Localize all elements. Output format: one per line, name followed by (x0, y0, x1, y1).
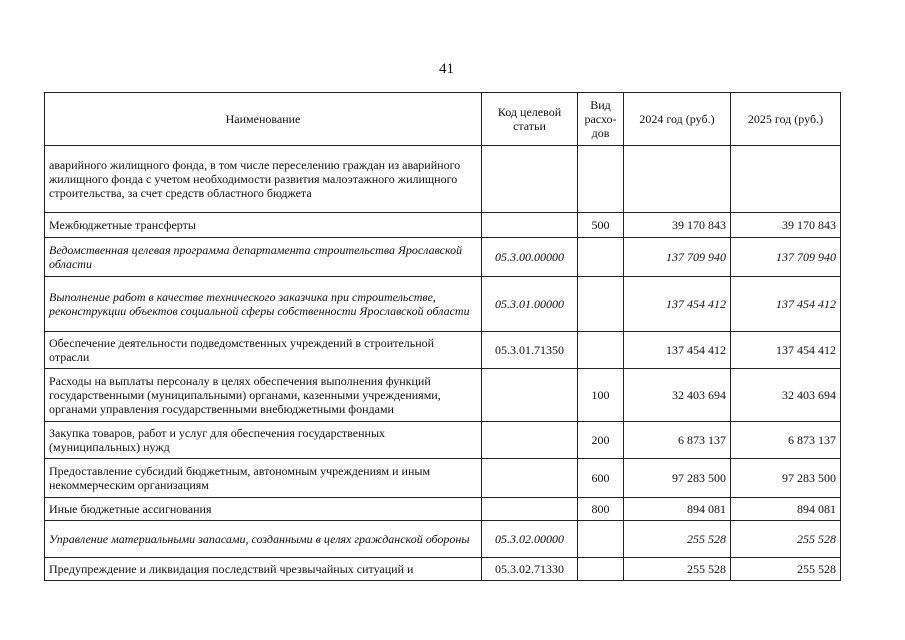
row-kind (578, 332, 624, 369)
row-2024: 32 403 694 (624, 369, 731, 422)
row-2024: 6 873 137 (624, 422, 731, 459)
table-row (45, 521, 841, 558)
row-name: Межбюджетные трансферты (45, 213, 482, 238)
row-kind (578, 277, 624, 332)
row-2024: 894 081 (624, 498, 731, 521)
row-2024 (624, 146, 731, 213)
table-row (45, 146, 841, 213)
row-kind (578, 238, 624, 277)
table-row (45, 332, 841, 369)
row-2024: 97 283 500 (624, 459, 731, 498)
row-kind: 800 (578, 498, 624, 521)
row-code: 05.3.02.00000 (482, 521, 578, 558)
row-name: Иные бюджетные ассигнования (45, 498, 482, 521)
row-kind: 600 (578, 459, 624, 498)
table-row (45, 498, 841, 521)
row-name: Ведомственная целевая программа департамента строительства Ярославской области (45, 238, 482, 277)
row-2024: 255 528 (624, 521, 731, 558)
row-code (482, 422, 578, 459)
row-code: 05.3.01.71350 (482, 332, 578, 369)
table-row (45, 459, 841, 498)
row-2024: 137 454 412 (624, 277, 731, 332)
table-header-row (45, 93, 841, 146)
row-2025: 32 403 694 (731, 369, 841, 422)
row-name: Закупка товаров, работ и услуг для обеспечения государственных (муниципальных) нужд (45, 422, 482, 459)
row-name: Предупреждение и ликвидация последствий чрезвычайных ситуаций и (45, 558, 482, 581)
row-name: Расходы на выплаты персоналу в целях обеспечения выполнения функций государственными (муниципальными) органами, казенными учреждениями, органами управления государственными внебюджетными фондами (45, 369, 482, 422)
budget-table (44, 92, 841, 581)
row-kind: 200 (578, 422, 624, 459)
row-code (482, 459, 578, 498)
row-kind: 100 (578, 369, 624, 422)
row-2025: 97 283 500 (731, 459, 841, 498)
row-kind (578, 146, 624, 213)
page-number: 41 (439, 61, 454, 77)
header-2025: 2025 год (руб.) (731, 93, 841, 146)
header-code: Код целевой статьи (482, 93, 578, 146)
row-name: Выполнение работ в качестве технического заказчика при строительстве, реконструкции объектов социальной сферы собственности Ярославской области (45, 277, 482, 332)
row-2025: 39 170 843 (731, 213, 841, 238)
table-row (45, 277, 841, 332)
table-row (45, 558, 841, 581)
row-2025: 137 454 412 (731, 332, 841, 369)
row-name: аварийного жилищного фонда, в том числе переселению граждан из аварийного жилищного фонда с учетом необходимости развития малоэтажного жилищного строительства, за счет средств областного бюджета (45, 146, 482, 213)
row-2025: 255 528 (731, 521, 841, 558)
row-2025 (731, 146, 841, 213)
row-2025: 137 709 940 (731, 238, 841, 277)
row-name: Обеспечение деятельности подведомственных учреждений в строительной отрасли (45, 332, 482, 369)
table-row (45, 422, 841, 459)
row-2025: 894 081 (731, 498, 841, 521)
row-2025: 255 528 (731, 558, 841, 581)
row-kind (578, 521, 624, 558)
row-2024: 137 709 940 (624, 238, 731, 277)
header-2024: 2024 год (руб.) (624, 93, 731, 146)
table-row (45, 213, 841, 238)
row-code (482, 213, 578, 238)
row-kind: 500 (578, 213, 624, 238)
row-2024: 39 170 843 (624, 213, 731, 238)
row-2025: 6 873 137 (731, 422, 841, 459)
table-row (45, 369, 841, 422)
row-name: Управление материальными запасами, созданными в целях гражданской обороны (45, 521, 482, 558)
header-name: Наименование (45, 93, 482, 146)
row-code (482, 369, 578, 422)
row-code: 05.3.00.00000 (482, 238, 578, 277)
row-2025: 137 454 412 (731, 277, 841, 332)
row-code: 05.3.01.00000 (482, 277, 578, 332)
row-code (482, 146, 578, 213)
row-2024: 255 528 (624, 558, 731, 581)
row-code: 05.3.02.71330 (482, 558, 578, 581)
row-code (482, 498, 578, 521)
row-2024: 137 454 412 (624, 332, 731, 369)
table-row (45, 238, 841, 277)
row-kind (578, 558, 624, 581)
row-name: Предоставление субсидий бюджетным, автономным учреждениям и иным некоммерческим организациям (45, 459, 482, 498)
header-kind: Вид расхо-дов (578, 93, 624, 146)
